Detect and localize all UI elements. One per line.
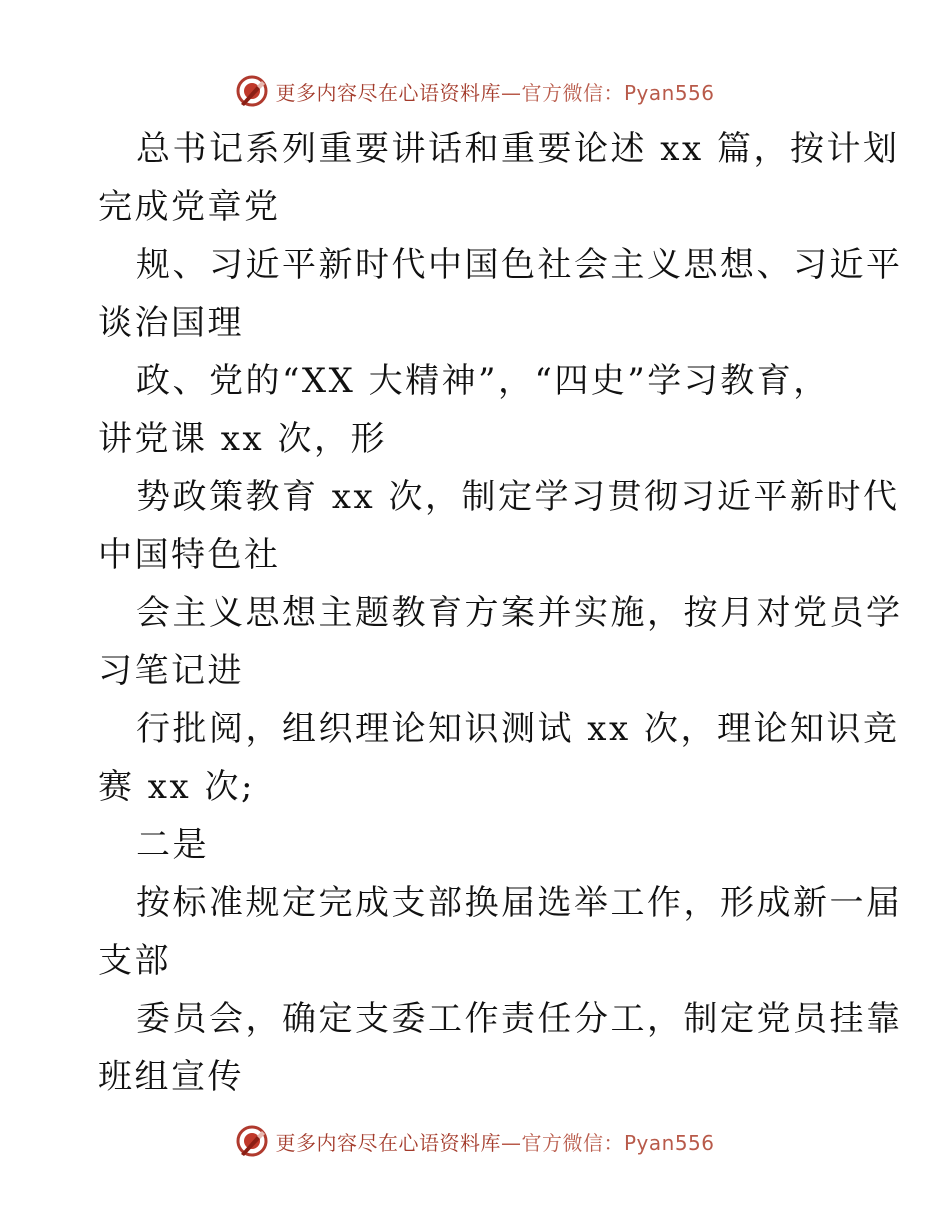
banner-text [275, 77, 714, 106]
body-line-6: 讲党课 xx 次，形 [98, 419, 387, 459]
body-line-15: 支部 [98, 941, 171, 981]
banner-title: 更多内容尽在心语资料库 [275, 1130, 501, 1155]
body-line-12: 赛 xx 次; [98, 767, 255, 807]
banner-title: 更多内容尽在心语资料库 [275, 80, 501, 105]
body-line-16: 委员会，确定支委工作责任分工，制定党员挂靠 [136, 999, 903, 1039]
document-body [98, 120, 903, 1106]
body-line-5: 政、党的“XX 大精神”，“四史”学习教育， [136, 361, 830, 401]
pen-logo-icon [235, 74, 269, 108]
body-line-2: 完成党章党 [98, 187, 281, 227]
header-banner [0, 71, 950, 111]
banner-wechat-id: Pyan556 [623, 1130, 715, 1155]
body-line-4: 谈治国理 [98, 303, 244, 343]
body-line-9: 会主义思想主题教育方案并实施，按月对党员学 [136, 593, 903, 633]
body-line-10: 习笔记进 [98, 651, 244, 691]
body-line-7: 势政策教育 xx 次，制定学习贯彻习近平新时代 [136, 477, 900, 517]
footer-banner [0, 1121, 950, 1161]
banner-wechat-label: 官方微信： [521, 1130, 624, 1155]
banner-text [275, 1127, 714, 1156]
banner-separator: — [500, 80, 522, 105]
banner-wechat-label: 官方微信： [521, 80, 624, 105]
body-line-14: 按标准规定完成支部换届选举工作，形成新一届 [136, 883, 903, 923]
banner-separator: — [500, 1130, 522, 1155]
body-line-17: 班组宣传 [98, 1057, 244, 1097]
body-line-11: 行批阅，组织理论知识测试 xx 次，理论知识竞 [136, 709, 900, 749]
body-line-13: 二是 [136, 825, 209, 865]
body-line-8: 中国特色社 [98, 535, 281, 575]
body-line-1: 总书记系列重要讲话和重要论述 xx 篇，按计划 [136, 129, 900, 169]
pen-logo-icon [235, 1124, 269, 1158]
body-line-3: 规、习近平新时代中国色社会主义思想、习近平 [136, 245, 903, 285]
banner-wechat-id: Pyan556 [623, 80, 715, 105]
